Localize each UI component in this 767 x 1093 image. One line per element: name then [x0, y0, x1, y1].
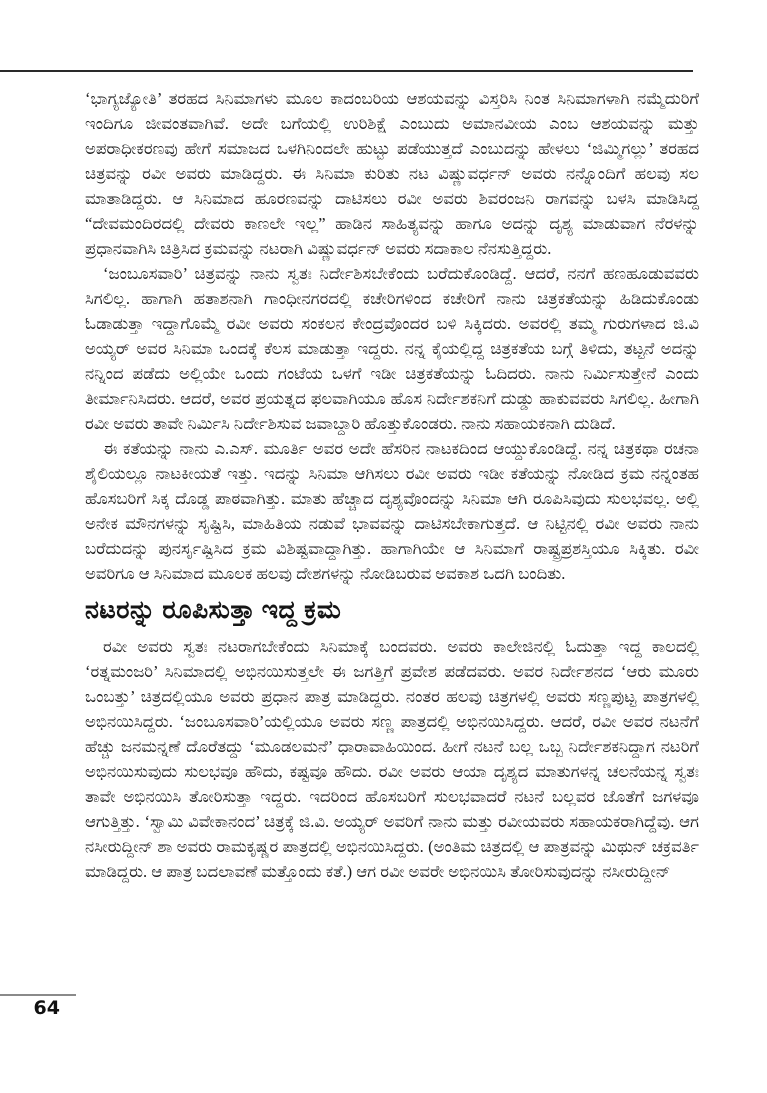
page-footer — [0, 994, 76, 1019]
body-paragraph: ಈ ಕತೆಯನ್ನು ನಾನು ಎ.ಎಸ್. ಮೂರ್ತಿ ಅವರ ಅದೇ ಹೆಸರಿನ ನಾಟಕದಿಂದ ಆಯ್ದುಕೊಂಡಿದ್ದೆ. ನನ್ನ ಚಿತ್ರಕಥಾ ರಚನಾ ಶೈಲಿಯಲ್ಲೂ ನಾಟಕೀಯತೆ ಇತ್ತು. ಇದನ್ನು ಸಿನಿಮಾ ಆಗಿಸಲು ರವೀ ಅವರು ಇಡೀ ಕತೆಯನ್ನು ನೋಡಿದ ಕ್ರಮ ನನ್ನಂತಹ ಹೊಸಬರಿಗೆ ಸಿಕ್ಕ ದೊಡ್ಡ ಪಾಠವಾಗಿತ್ತು. ಮಾತು ಹೆಚ್ಚಾದ ದೃಶ್ಯವೊಂದನ್ನು ಸಿನಿಮಾ ಆಗಿ ರೂಪಿಸಿವುದು ಸುಲಭವಲ್ಲ. ಅಲ್ಲಿ ಅನೇಕ ಮೌನಗಳನ್ನು ಸೃಷ್ಟಿಸಿ, ಮಾಹಿತಿಯ ನಡುವೆ ಭಾವವನ್ನು ದಾಟಿಸಬೇಕಾಗುತ್ತದೆ. ಆ ನಿಟ್ಟಿನಲ್ಲಿ ರವೀ ಅವರು ನಾನು ಬರೆದುದನ್ನು ಪುನರ್ಸೃಷ್ಟಿಸಿದ ಕ್ರಮ ವಿಶಿಷ್ಟವಾದ್ದಾಗಿತ್ತು. ಹಾಗಾಗಿಯೇ ಆ ಸಿನಿಮಾಗೆ ರಾಷ್ಟ್ರಪ್ರಶಸ್ತಿಯೂ ಸಿಕ್ಕಿತು. ರವೀ ಅವರಿಗೂ ಆ ಸಿನಿಮಾದ ಮೂಲಕ ಹಲವು ದೇಶಗಳನ್ನು ನೋಡಿಬರುವ ಅವಕಾಶ ಒದಗಿ ಬಂದಿತು. — [85, 439, 699, 583]
page-number: 64 — [33, 997, 60, 1019]
header-rule — [0, 70, 693, 72]
body-paragraph: ‘ಜಂಬೂಸವಾರಿ’ ಚಿತ್ರವನ್ನು ನಾನು ಸ್ವತಃ ನಿರ್ದೇಶಿಸಬೇಕೆಂದು ಬರೆದುಕೊಂಡಿದ್ದೆ. ಆದರೆ, ನನಗೆ ಹಣಹೂಡುವವರು ಸಿಗಲಿಲ್ಲ. ಹಾಗಾಗಿ ಹತಾಶನಾಗಿ ಗಾಂಧೀನಗರದಲ್ಲಿ ಕಚೇರಿಗಳಿಂದ ಕಚೇರಿಗೆ ನಾನು ಚಿತ್ರಕತೆಯನ್ನು ಹಿಡಿದುಕೊಂಡು ಓಡಾಡುತ್ತಾ ಇದ್ದಾಗೊಮ್ಮೆ ರವೀ ಅವರು ಸಂಕಲನ ಕೇಂದ್ರವೊಂದರ ಬಳಿ ಸಿಕ್ಕಿದರು. ಅವರಲ್ಲಿ ತಮ್ಮ ಗುರುಗಳಾದ ಜಿ.ವಿ ಅಯ್ಯರ್ ಅವರ ಸಿನಿಮಾ ಒಂದಕ್ಕೆ ಕೆಲಸ ಮಾಡುತ್ತಾ ಇದ್ದರು. ನನ್ನ ಕೈಯಲ್ಲಿದ್ದ ಚಿತ್ರಕತೆಯ ಬಗ್ಗೆ ತಿಳಿದು, ತಟ್ಟನೆ ಅದನ್ನು ನನ್ನಿಂದ ಪಡೆದು ಅಲ್ಲಿಯೇ ಒಂದು ಗಂಟೆಯ ಒಳಗೆ ಇಡೀ ಚಿತ್ರಕತೆಯನ್ನು ಓದಿದರು. ನಾನು ನಿರ್ಮಿಸುತ್ತೇನೆ ಎಂದು ತೀರ್ಮಾನಿಸಿದರು. ಆದರೆ, ಅವರ ಪ್ರಯತ್ನದ ಫಲವಾಗಿಯೂ ಹೊಸ ನಿರ್ದೇಶಕನಿಗೆ ದುಡ್ಡು ಹಾಕುವವರು ಸಿಗಲಿಲ್ಲ. ಹೀಗಾಗಿ ರವೀ ಅವರು ತಾವೇ ನಿರ್ಮಿಸಿ ನಿರ್ದೇಶಿಸುವ ಜವಾಬ್ದಾರಿ ಹೊತ್ತುಕೊಂಡರು. ನಾನು ಸಹಾಯಕನಾಗಿ ದುಡಿದೆ. — [85, 264, 699, 433]
body-paragraph: ‘ಭಾಗ್ಯಜ್ಯೋತಿ’ ತರಹದ ಸಿನಿಮಾಗಳು ಮೂಲ ಕಾದಂಬರಿಯ ಆಶಯವನ್ನು ವಿಸ್ತರಿಸಿ ನಿಂತ ಸಿನಿಮಾಗಳಾಗಿ ನಮ್ಮೆದುರಿಗೆ ಇಂದಿಗೂ ಜೀವಂತವಾಗಿವೆ. ಅದೇ ಬಗೆಯಲ್ಲಿ ಉರಿಶಿಕ್ಷೆ ಎಂಬುದು ಅಮಾನವೀಯ ಎಂಬ ಆಶಯವನ್ನು ಮತ್ತು ಅಪರಾಧೀಕರಣವು ಹೇಗೆ ಸಮಾಜದ ಒಳಗಿನಿಂದಲೇ ಹುಟ್ಟು ಪಡೆಯುತ್ತದೆ ಎಂಬುದನ್ನು ಹೇಳಲು ‘ಜಿಮ್ಮಿಗಲ್ಲು’ ತರಹದ ಚಿತ್ರವನ್ನು ರವೀ ಅವರು ಮಾಡಿದ್ದರು. ಈ ಸಿನಿಮಾ ಕುರಿತು ನಟ ವಿಷ್ಣುವರ್ಧನ್ ಅವರು ನನ್ನೊಂದಿಗೆ ಹಲವು ಸಲ ಮಾತಾಡಿದ್ದರು. ಆ ಸಿನಿಮಾದ ಹೂರಣವನ್ನು ದಾಟಿಸಲು ರವೀ ಅವರು ಶಿವರಂಜನಿ ರಾಗವನ್ನು ಬಳಸಿ ಮಾಡಿಸಿದ್ದ “ದೇವಮಂದಿರದಲ್ಲಿ ದೇವರು ಕಾಣಲೇ ಇಲ್ಲ” ಹಾಡಿನ ಸಾಹಿತ್ಯವನ್ನು ಹಾಗೂ ಅದನ್ನು ದೃಶ್ಯ ಮಾಡುವಾಗ ನೆರಳನ್ನು ಪ್ರಧಾನವಾಗಿಸಿ ಚಿತ್ರಿಸಿದ ಕ್ರಮವನ್ನು ನಟರಾಗಿ ವಿಷ್ಣುವರ್ಧನ್ ಅವರು ಸದಾಕಾಲ ನೆನಸುತ್ತಿದ್ದರು. — [85, 89, 699, 258]
body-text — [85, 86, 699, 884]
footer-rule — [0, 994, 76, 996]
section-heading: ನಟರನ್ನು ರೂಪಿಸುತ್ತಾ ಇದ್ದ ಕ್ರಮ — [85, 597, 342, 624]
body-paragraph: ರವೀ ಅವರು ಸ್ವತಃ ನಟರಾಗಬೇಕೆಂದು ಸಿನಿಮಾಕ್ಕೆ ಬಂದವರು. ಅವರು ಕಾಲೇಜಿನಲ್ಲಿ ಓದುತ್ತಾ ಇದ್ದ ಕಾಲದಲ್ಲಿ ‘ರತ್ನಮಂಜರಿ’ ಸಿನಿಮಾದಲ್ಲಿ ಅಭಿನಯಿಸುತ್ತಲೇ ಈ ಜಗತ್ತಿಗೆ ಪ್ರವೇಶ ಪಡೆದವರು. ಅವರ ನಿರ್ದೇಶನದ ‘ಆರು ಮೂರು ಒಂಬತ್ತು’ ಚಿತ್ರದಲ್ಲಿಯೂ ಅವರು ಪ್ರಧಾನ ಪಾತ್ರ ಮಾಡಿದ್ದರು. ನಂತರ ಹಲವು ಚಿತ್ರಗಳಲ್ಲಿ ಅವರು ಸಣ್ಣಪುಟ್ಟ ಪಾತ್ರಗಳಲ್ಲಿ ಅಭಿನಯಿಸಿದ್ದರು. ‘ಜಂಬೂಸವಾರಿ’ಯಲ್ಲಿಯೂ ಅವರು ಸಣ್ಣ ಪಾತ್ರದಲ್ಲಿ ಅಭಿನಯಿಸಿದ್ದರು. ಆದರೆ, ರವೀ ಅವರ ನಟನೆಗೆ ಹೆಚ್ಚು ಜನಮನ್ನಣೆ ದೊರೆತದ್ದು ‘ಮೂಡಲಮನೆ’ ಧಾರಾವಾಹಿಯಿಂದ. ಹೀಗೆ ನಟನೆ ಬಲ್ಲ ಒಬ್ಬ ನಿರ್ದೇಶಕನಿದ್ದಾಗ ನಟರಿಗೆ ಅಭಿನಯಿಸುವುದು ಸುಲಭವೂ ಹೌದು, ಕಷ್ಟವೂ ಹೌದು. ರವೀ ಅವರು ಆಯಾ ದೃಶ್ಯದ ಮಾತುಗಳನ್ನ ಚಲನೆಯನ್ನ ಸ್ವತಃ ತಾವೇ ಅಭಿನಯಿಸಿ ತೋರಿಸುತ್ತಾ ಇದ್ದರು. ಇದರಿಂದ ಹೊಸಬರಿಗೆ ಸುಲಭವಾದರೆ ನಟನೆ ಬಲ್ಲವರ ಜೊತೆಗೆ ಜಗಳವೂ ಆಗುತ್ತಿತ್ತು. ‘ಸ್ವಾಮಿ ವಿವೇಕಾನಂದ’ ಚಿತ್ರಕ್ಕೆ ಜಿ.ವಿ. ಅಯ್ಯರ್ ಅವರಿಗೆ ನಾನು ಮತ್ತು ರವೀಯವರು ಸಹಾಯಕರಾಗಿದ್ದೆವು. ಆಗ ನಸೀರುದ್ದೀನ್ ಶಾ ಅವರು ರಾಮಕೃಷ್ಣರ ಪಾತ್ರದಲ್ಲಿ ಅಭಿನಯಿಸಿದ್ದರು. (ಅಂತಿಮ ಚಿತ್ರದಲ್ಲಿ ಆ ಪಾತ್ರವನ್ನು ಮಿಥುನ್ ಚಕ್ರವರ್ತಿ ಮಾಡಿದ್ದರು. ಆ ಪಾತ್ರ ಬದಲಾವಣೆ ಮತ್ತೊಂದು ಕತೆ.) ಆಗ ರವೀ ಅವರೇ ಅಭಿನಯಿಸಿ ತೋರಿಸುವುದನ್ನು ನಸೀರುದ್ದೀನ್ — [85, 637, 699, 881]
